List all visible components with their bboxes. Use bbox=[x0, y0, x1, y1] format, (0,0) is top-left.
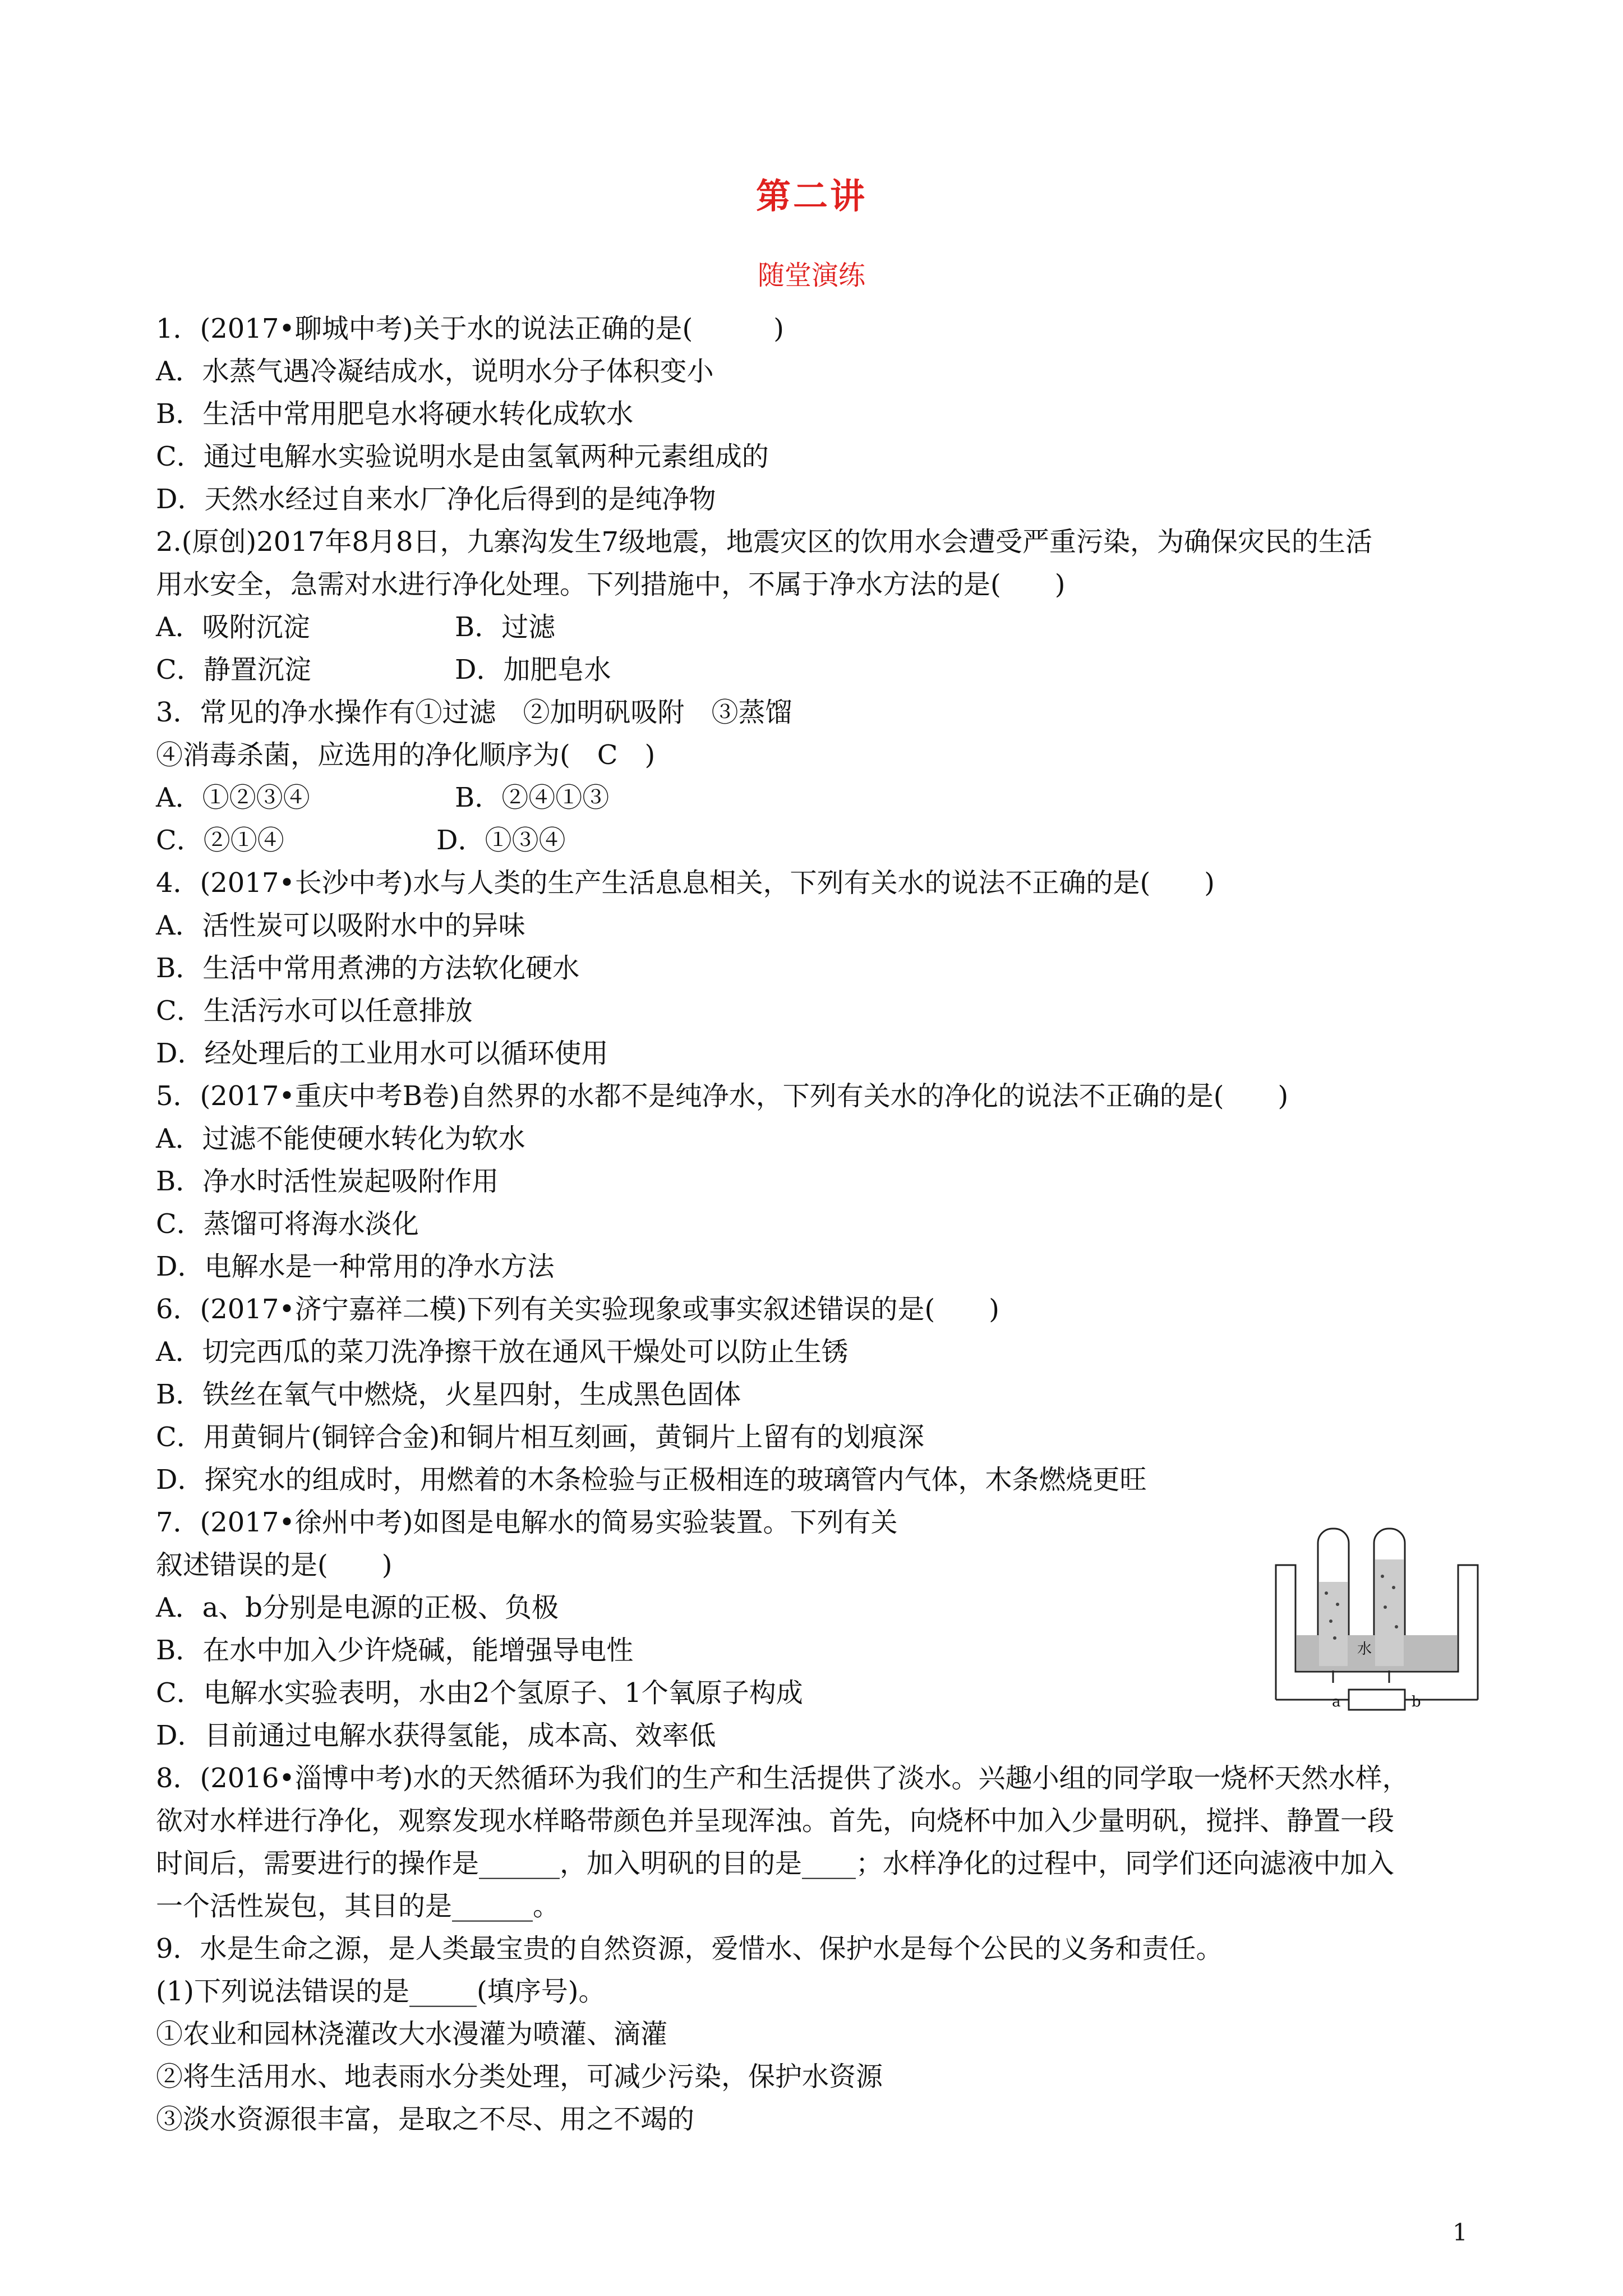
text-line: A．活性炭可以吸附水中的异味 bbox=[156, 910, 525, 941]
question-list bbox=[156, 307, 1491, 2141]
option-row: A．吸附沉淀 B．过滤 bbox=[156, 611, 556, 643]
text-line: 欲对水样进行净化，观察发现水样略带颜色并呈现浑浊。首先，向烧杯中加入少量明矾，搅拌、静置一段 bbox=[156, 1805, 1395, 1837]
text-line: 1．(2017•聊城中考)关于水的说法正确的是( ) bbox=[156, 313, 784, 344]
text-line: D．经处理后的工业用水可以循环使用 bbox=[156, 1038, 608, 1069]
text-line: C．电解水实验表明，水由2个氢原子、1个氧原子构成 bbox=[156, 1677, 803, 1709]
text-line: ②将生活用水、地表雨水分类处理，可减少污染，保护水资源 bbox=[156, 2061, 883, 2092]
option-row: C．静置沉淀 D．加肥皂水 bbox=[156, 654, 611, 685]
text-line: B．在水中加入少许烧碱，能增强导电性 bbox=[156, 1635, 634, 1666]
option-row: C．②①④ D．①③④ bbox=[156, 825, 566, 856]
text-line: C．用黄铜片(铜锌合金)和铜片相互刻画，黄铜片上留有的划痕深 bbox=[156, 1421, 925, 1453]
page-title: 第二讲 bbox=[755, 176, 867, 217]
text-line: (1)下列说法错误的是_____(填序号)。 bbox=[156, 1976, 606, 2007]
text-line: 7．(2017•徐州中考)如图是电解水的简易实验装置。下列有关 bbox=[156, 1507, 898, 1538]
text-line: 2.(原创)2017年8月8日，九寨沟发生7级地震，地震灾区的饮用水会遭受严重污染，为确保灾民的生活 bbox=[156, 526, 1373, 558]
text-line: 5．(2017•重庆中考B卷)自然界的水都不是纯净水，下列有关水的净化的说法不正确的是( ) bbox=[156, 1080, 1289, 1112]
text-line: A．切完西瓜的菜刀洗净擦干放在通风干燥处可以防止生锈 bbox=[156, 1336, 849, 1368]
section-subtitle: 随堂演练 bbox=[757, 260, 865, 291]
text-line: 用水安全，急需对水进行净化处理。下列措施中，不属于净水方法的是( ) bbox=[156, 569, 1066, 600]
text-line: 叙述错误的是( ) bbox=[156, 1549, 393, 1581]
text-line: 6．(2017•济宁嘉祥二模)下列有关实验现象或事实叙述错误的是( ) bbox=[156, 1294, 999, 1325]
electrode-a-label: a bbox=[1332, 1694, 1341, 1710]
text-line: 4．(2017•长沙中考)水与人类的生产生活息息相关，下列有关水的说法不正确的是( ) bbox=[156, 867, 1215, 899]
text-line: A．水蒸气遇冷凝结成水，说明水分子体积变小 bbox=[156, 356, 714, 387]
text-line: 8．(2016•淄博中考)水的天然循环为我们的生产和生活提供了淡水。兴趣小组的同学取一烧杯天然水样， bbox=[156, 1763, 1409, 1794]
text-line: 时间后，需要进行的操作是______，加入明矾的目的是____；水样净化的过程中，同学们还向滤液中加入 bbox=[156, 1848, 1395, 1879]
electrolysis-apparatus-diagram bbox=[1265, 1515, 1489, 1728]
text-line: D．天然水经过自来水厂净化后得到的是纯净物 bbox=[156, 484, 716, 515]
page-number: 1 bbox=[1453, 2219, 1468, 2246]
water-label: 水 bbox=[1357, 1641, 1372, 1658]
text-line: B．生活中常用煮沸的方法软化硬水 bbox=[156, 953, 580, 984]
text-line: B．铁丝在氧气中燃烧，火星四射，生成黑色固体 bbox=[156, 1379, 741, 1410]
text-line: 一个活性炭包，其目的是______。 bbox=[156, 1890, 560, 1922]
option-row: A．①②③④ B．②④①③ bbox=[156, 782, 610, 813]
text-line: A．过滤不能使硬水转化为软水 bbox=[156, 1123, 525, 1154]
text-line: D．探究水的组成时，用燃着的木条检验与正极相连的玻璃管内气体，木条燃烧更旺 bbox=[156, 1464, 1147, 1496]
text-line: ④消毒杀菌，应选用的净化顺序为( C ) bbox=[156, 739, 656, 771]
text-line: B．生活中常用肥皂水将硬水转化成软水 bbox=[156, 398, 634, 430]
text-line: 3．常见的净水操作有①过滤 ②加明矾吸附 ③蒸馏 bbox=[156, 697, 792, 728]
text-line: D．目前通过电解水获得氢能，成本高、效率低 bbox=[156, 1720, 716, 1751]
text-line: ③淡水资源很丰富，是取之不尽、用之不竭的 bbox=[156, 2104, 695, 2135]
text-line: A．a、b分别是电源的正极、负极 bbox=[156, 1592, 559, 1623]
text-line: ①农业和园林浇灌改大水漫灌为喷灌、滴灌 bbox=[156, 2018, 668, 2050]
text-line: C．生活污水可以任意排放 bbox=[156, 995, 473, 1027]
electrode-b-label: b bbox=[1412, 1694, 1421, 1710]
text-line: D．电解水是一种常用的净水方法 bbox=[156, 1251, 555, 1282]
text-line: C．通过电解水实验说明水是由氢氧两种元素组成的 bbox=[156, 441, 769, 472]
text-line: B．净水时活性炭起吸附作用 bbox=[156, 1166, 499, 1197]
text-line: C．蒸馏可将海水淡化 bbox=[156, 1208, 419, 1240]
text-line: 9．水是生命之源，是人类最宝贵的自然资源，爱惜水、保护水是每个公民的义务和责任。 bbox=[156, 1933, 1223, 1964]
